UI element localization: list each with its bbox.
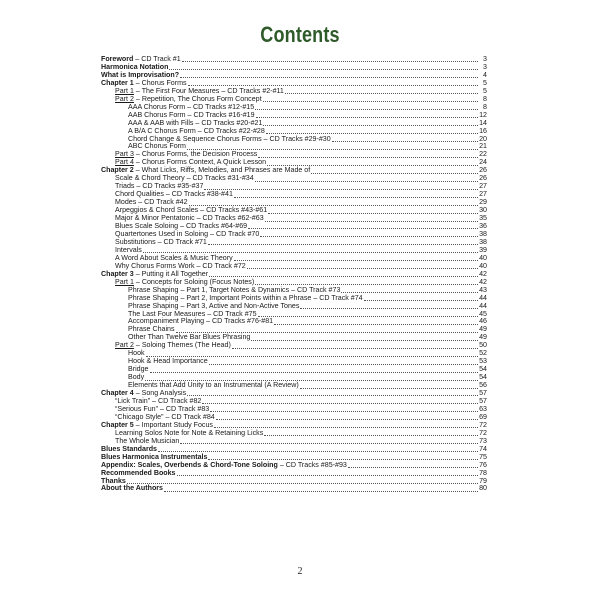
toc-page-number: 76	[479, 460, 487, 469]
toc-page-number: 56	[479, 381, 487, 390]
toc-page-number: 38	[479, 229, 487, 238]
toc-page-number: 52	[479, 349, 487, 358]
toc-entry-text: Hook & Head Importance	[128, 357, 208, 366]
dot-leader	[265, 221, 478, 222]
toc-entry-text: Phrase Shaping – Part 1, Target Notes & Dynamics – CD Track #73	[128, 285, 341, 294]
toc-page-number: 57	[479, 389, 487, 398]
toc-entry-text: – CD Track #1	[133, 55, 181, 63]
toc-entry[interactable]	[101, 366, 487, 374]
dot-leader	[127, 483, 478, 484]
toc-entry-text: Arpeggios & Chord Scales – CD Tracks #43-#61	[115, 206, 268, 215]
toc-entry-text: Phrase Chains	[128, 325, 175, 334]
dot-leader	[180, 77, 478, 78]
dot-leader	[150, 372, 478, 373]
toc-entry-part: Part 4	[115, 158, 134, 167]
dot-leader	[251, 340, 478, 341]
toc-page-number: 38	[479, 237, 487, 246]
dot-leader	[364, 300, 478, 301]
toc-entry[interactable]	[101, 485, 487, 493]
toc-page-number: 40	[479, 261, 487, 270]
dot-leader	[234, 260, 478, 261]
toc-entry-bold-title: Chapter 4	[101, 389, 134, 398]
toc-entry-text: Accompaniment Playing – CD Tracks #76-#81	[128, 317, 274, 326]
toc-entry-part: Part 1	[115, 86, 134, 95]
toc-entry-bold-title: Foreword	[101, 55, 134, 63]
toc-entry-text: – Repetition, The Chorus Form Concept	[133, 94, 262, 103]
toc-page-number: 26	[479, 166, 487, 175]
toc-page-number: 73	[479, 436, 487, 445]
toc-entry-part: Part 1	[115, 277, 134, 286]
toc-page-number: 5	[483, 86, 487, 95]
toc-entry-text: – Putting it All Together	[133, 269, 209, 278]
dot-leader	[248, 228, 478, 229]
toc-page-number: 79	[479, 476, 487, 485]
toc-entry-text: Intervals	[115, 245, 142, 254]
toc-page-number: 8	[483, 94, 487, 103]
toc-entry-text: A B/A C Chorus Form – CD Tracks #22-#28	[128, 126, 265, 135]
toc-entry-text: – Concepts for Soloing (Focus Notes)	[133, 277, 255, 286]
dot-leader	[258, 316, 478, 317]
toc-entry-text: Learning Solos Note for Note & Retaining Licks	[115, 428, 264, 437]
toc-page-number: 46	[479, 317, 487, 326]
toc-page-number: 3	[483, 62, 487, 71]
dot-leader	[204, 189, 478, 190]
page-title: Contents	[260, 22, 340, 47]
toc-entry-bold-title: Harmonica Notation	[101, 62, 169, 71]
toc-page-number: 24	[479, 158, 487, 167]
toc-entry-bold-title: Recommended Books	[101, 468, 176, 477]
toc-entry-text: – Important Study Focus	[133, 420, 213, 429]
dot-leader	[311, 173, 478, 174]
toc-entry-text: Phrase Shaping – Part 2, Important Points within a Phrase – CD Track #74	[128, 293, 363, 302]
toc-entry-text: Elements that Add Unity to an Instrumental (A Review)	[128, 381, 299, 390]
dot-leader	[348, 467, 478, 468]
toc-page-number: 80	[479, 484, 487, 493]
dot-leader	[268, 213, 478, 214]
dot-leader	[263, 101, 478, 102]
toc-entry-bold-title: About the Authors	[101, 484, 163, 493]
toc-page-number: 54	[479, 365, 487, 374]
toc-page-number: 35	[479, 214, 487, 223]
toc-page-number: 49	[479, 333, 487, 342]
toc-entry-text: Body	[128, 373, 145, 382]
toc-entry-bold-title: Blues Standards	[101, 444, 157, 453]
dot-leader	[216, 419, 478, 420]
dot-leader	[255, 181, 478, 182]
toc-entry[interactable]	[101, 239, 487, 247]
dot-leader	[256, 117, 478, 118]
toc-page-number: 78	[479, 468, 487, 477]
toc-entry-text: Other Than Twelve Bar Blues Phrasing	[128, 333, 251, 342]
toc-entry-bold-title: What is Improvisation?	[101, 70, 180, 79]
toc-page-number: 72	[479, 420, 487, 429]
dot-leader	[180, 443, 478, 444]
dot-leader	[332, 141, 478, 142]
toc-entry-text: Chord Change & Sequence Chorus Forms – CD Tracks #29-#30	[128, 134, 331, 143]
toc-page-number: 27	[479, 182, 487, 191]
toc-entry-bold-title: Chapter 1	[101, 78, 134, 87]
toc-entry[interactable]	[101, 342, 487, 350]
toc-page-number: 50	[479, 341, 487, 350]
toc-entry-text: – What Licks, Riffs, Melodies, and Phrases are Made of	[133, 166, 311, 175]
toc-entry-text: – The First Four Measures – CD Tracks #2-#11	[133, 86, 284, 95]
toc-entry-text: AAA & AAB with Fills – CD Tracks #20-#21	[128, 118, 263, 127]
toc-page-number: 42	[479, 277, 487, 286]
toc-entry-text: The Whole Musician	[115, 436, 180, 445]
toc-entry-label	[101, 485, 163, 493]
table-of-contents	[101, 56, 487, 493]
toc-entry-text: Quartertones Used in Soloing – CD Track #70	[115, 229, 260, 238]
toc-page-number: 49	[479, 325, 487, 334]
toc-entry-part: Part 3	[115, 150, 134, 159]
toc-page-number: 72	[479, 428, 487, 437]
toc-entry-text: “Serious Fun” – CD Track #83	[115, 404, 210, 413]
dot-leader	[208, 244, 478, 245]
toc-entry-text: Substitutions – CD Track #71	[115, 237, 207, 246]
toc-entry[interactable]	[101, 438, 487, 446]
dot-leader	[300, 388, 478, 389]
toc-entry-text: – CD Tracks #85-#93	[277, 460, 347, 469]
dot-leader	[232, 348, 478, 349]
toc-page-number: 29	[479, 198, 487, 207]
toc-page-number: 44	[479, 293, 487, 302]
toc-page-number: 26	[479, 174, 487, 183]
dot-leader	[247, 268, 478, 269]
page-number: 2	[297, 566, 303, 577]
dot-leader	[255, 109, 478, 110]
toc-page-number: 14	[479, 118, 487, 127]
dot-leader	[209, 364, 478, 365]
toc-page-number: 75	[479, 452, 487, 461]
toc-entry-text: Modes – CD Track #42	[115, 198, 188, 207]
toc-entry-text: A Word About Scales & Music Theory	[115, 253, 233, 262]
toc-entry-text: Why Chorus Forms Work – CD Track #72	[115, 261, 246, 270]
dot-leader	[264, 435, 478, 436]
toc-entry-part: Part 2	[115, 341, 134, 350]
toc-entry-text: Hook	[128, 349, 145, 358]
toc-page-number: 42	[479, 269, 487, 278]
toc-entry-text: “Lick Train” – CD Track #82	[115, 396, 202, 405]
toc-page-number: 21	[479, 142, 487, 151]
dot-leader	[285, 93, 478, 94]
toc-entry-bold-title: Thanks	[101, 476, 126, 485]
dot-leader	[210, 411, 478, 412]
toc-entry-text: Phrase Shaping – Part 3, Active and Non-Active Tones	[128, 301, 300, 310]
dot-leader	[169, 69, 478, 70]
toc-entry-text: “Chicago Style” – CD Track #84	[115, 412, 215, 421]
toc-page-number: 5	[483, 78, 487, 87]
toc-page-number: 43	[479, 285, 487, 294]
dot-leader	[300, 308, 478, 309]
toc-page-number: 30	[479, 206, 487, 215]
toc-entry-text: – Chorus Forms	[133, 78, 187, 87]
toc-entry-text: – Soloing Themes (The Head)	[133, 341, 231, 350]
toc-entry-text: – Chorus Forms Context, A Quick Lesson	[133, 158, 267, 167]
toc-page-number: 74	[479, 444, 487, 453]
toc-entry-bold-title: Chapter 5	[101, 420, 134, 429]
toc-entry-bold-title: Blues Harmonica Instrumentals	[101, 452, 208, 461]
toc-page-number: 8	[483, 102, 487, 111]
toc-page-number: 69	[479, 412, 487, 421]
toc-page-number: 4	[483, 70, 487, 79]
toc-page-number: 36	[479, 222, 487, 231]
toc-page-number: 22	[479, 150, 487, 159]
toc-page-number: 44	[479, 301, 487, 310]
toc-entry-text: The Last Four Measures – CD Track #75	[128, 309, 257, 318]
toc-entry-text: Scale & Chord Theory – CD Tracks #31-#34	[115, 174, 254, 183]
toc-entry-bold-title: Chapter 3	[101, 269, 134, 278]
dot-leader	[274, 324, 478, 325]
toc-page-number: 16	[479, 126, 487, 135]
toc-entry-text: Triads – CD Tracks #35-#37	[115, 182, 204, 191]
toc-page-number: 3	[483, 55, 487, 63]
dot-leader	[187, 395, 478, 396]
toc-page-number: 53	[479, 357, 487, 366]
toc-entry-bold-title: Chapter 2	[101, 166, 134, 175]
dot-leader	[202, 403, 478, 404]
toc-page-number: 12	[479, 110, 487, 119]
dot-leader	[177, 475, 478, 476]
toc-entry-text: ABC Chorus Form	[128, 142, 186, 151]
toc-entry-text: – Chorus Forms, the Decision Process	[133, 150, 258, 159]
dot-leader	[234, 197, 478, 198]
toc-entry-text: AAA Chorus Form – CD Tracks #12-#15	[128, 102, 255, 111]
toc-entry-text: AAB Chorus Form – CD Tracks #16-#19	[128, 110, 255, 119]
toc-entry-text: – Song Analysis	[133, 389, 187, 398]
toc-entry-bold-title: Appendix: Scales, Overbends & Chord-Tone Soloing	[101, 460, 278, 469]
toc-page-number: 54	[479, 373, 487, 382]
dot-leader	[263, 125, 478, 126]
toc-page-number: 40	[479, 253, 487, 262]
dot-leader	[258, 157, 478, 158]
toc-page-number: 39	[479, 245, 487, 254]
toc-entry-part: Part 2	[115, 94, 134, 103]
dot-leader	[164, 491, 478, 492]
toc-entry-text: Bridge	[128, 365, 149, 374]
toc-page-number: 57	[479, 396, 487, 405]
toc-page-number: 27	[479, 190, 487, 199]
toc-page-number: 63	[479, 404, 487, 413]
toc-entry[interactable]	[101, 470, 487, 478]
toc-entry[interactable]	[101, 358, 487, 366]
toc-entry-text: Blues Scale Soloing – CD Tracks #64-#69	[115, 222, 248, 231]
toc-page-number: 45	[479, 309, 487, 318]
toc-entry-text: Chord Qualities – CD Tracks #38-#41	[115, 190, 233, 199]
dot-leader	[182, 61, 478, 62]
toc-entry-text: Major & Minor Pentatonic – CD Tracks #62-#63	[115, 214, 264, 223]
dot-leader	[260, 236, 478, 237]
toc-page-number: 20	[479, 134, 487, 143]
